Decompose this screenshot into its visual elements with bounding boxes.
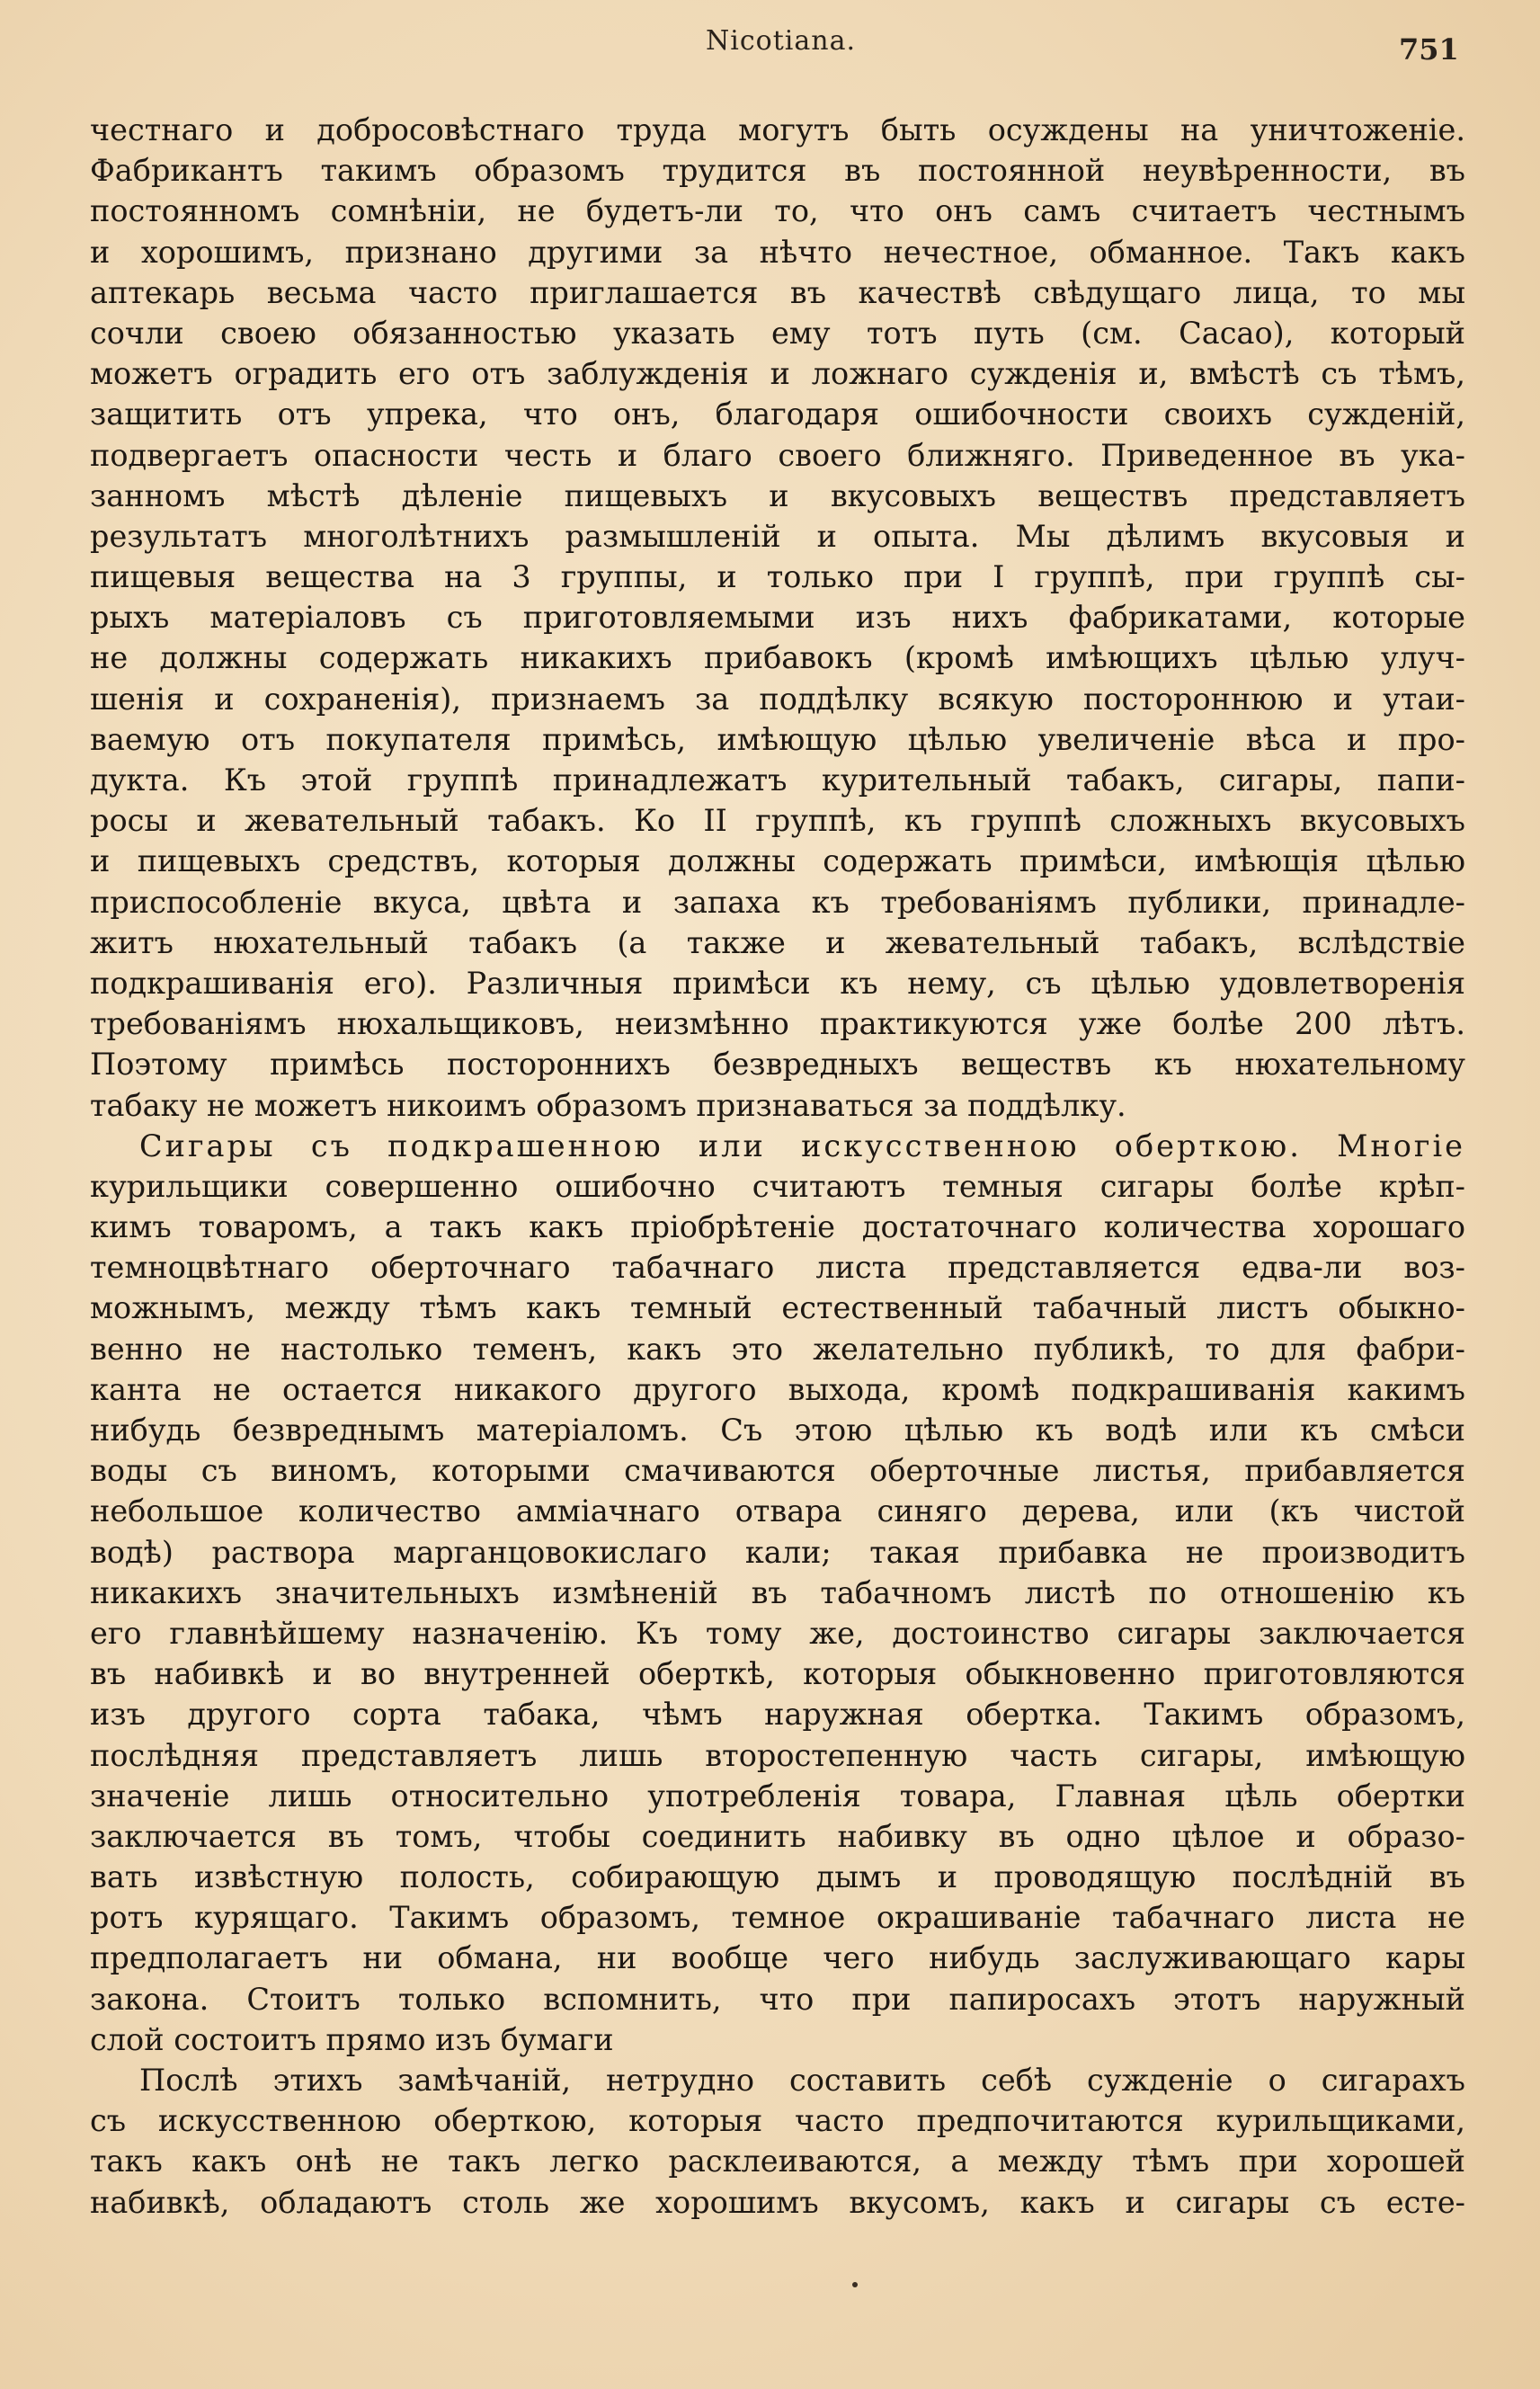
text-line: Послѣ этихъ замѣчаній, нетрудно составить себѣ сужденіе о сигарахъ: [139, 2063, 1465, 2098]
text-line: ваемую отъ покупателя примѣсь, имѣющую цѣлью увеличеніе вѣса и про-: [90, 721, 1465, 757]
text-line: никакихъ значительныхъ измѣненій въ табачномъ листѣ по отношенію къ: [90, 1574, 1465, 1610]
text-line: значеніе лишь относительно употребленія товара, Главная цѣль обертки: [90, 1778, 1465, 1814]
text-line: Фабрикантъ такимъ образомъ трудится въ постоянной неувѣренности, въ: [90, 153, 1465, 189]
text-line: житъ нюхательный табакъ (а также и жевательный табакъ, вслѣдствіе: [90, 924, 1465, 960]
text-line: такъ какъ онѣ не такъ легко расклеиваются, а между тѣмъ при хорошей: [90, 2144, 1465, 2180]
text-line: заключается въ томъ, чтобы соединить набивку въ одно цѣлое и образо-: [90, 1818, 1465, 1854]
text-line: его главнѣйшему назначенію. Къ тому же, достоинство сигары заключается: [90, 1615, 1465, 1651]
text-line: рыхъ матеріаловъ съ приготовляемыми изъ нихъ фабрикатами, которые: [90, 600, 1465, 636]
text-line: вать извѣстную полость, собирающую дымъ и проводящую послѣдній въ: [90, 1859, 1465, 1895]
text-line: защитить отъ упрека, что онъ, благодаря ошибочности своихъ сужденій,: [90, 397, 1465, 432]
text-line: честнаго и добросовѣстнаго труда могутъ быть осуждены на уничтоженіе.: [90, 112, 1465, 147]
text-line: сочли своею обязанностью указать ему тотъ путь (см. Cacao), который: [90, 315, 1465, 351]
text-line: не должны содержать никакихъ прибавокъ (кромѣ имѣющихъ цѣлью улуч-: [90, 640, 1465, 676]
paragraph: [90, 110, 1465, 1126]
text-line: аптекарь весьма часто приглашается въ качествѣ свѣдущаго лица, то мы: [90, 274, 1465, 310]
text-line: можетъ оградить его отъ заблужденія и ложнаго сужденія и, вмѣстѣ съ тѣмъ,: [90, 356, 1465, 392]
text-line: занномъ мѣстѣ дѣленіе пищевыхъ и вкусовыхъ веществъ представляетъ: [90, 477, 1465, 513]
text-line: и пищевыхъ средствъ, которыя должны содержать примѣси, имѣющія цѣлью: [90, 843, 1465, 879]
text-line: венно не настолько теменъ, какъ это желательно публикѣ, то для фабри-: [90, 1331, 1465, 1367]
page-number: 751: [1399, 32, 1459, 67]
text-line: въ набивкѣ и во внутренней оберткѣ, которыя обыкновенно приготовляются: [90, 1656, 1465, 1692]
text-line: послѣдняя представляетъ лишь второстепенную часть сигары, имѣющую: [90, 1737, 1465, 1773]
text-line: результатъ многолѣтнихъ размышленій и опыта. Мы дѣлимъ вкусовыя и: [90, 518, 1465, 554]
text-line: подкрашиванія его). Различныя примѣси къ нему, съ цѣлью удовлетворенія: [90, 965, 1465, 1001]
text-line: темноцвѣтнаго оберточнаго табачнаго листа представляется едва-ли воз-: [90, 1250, 1465, 1286]
text-line: нибудь безвреднымъ матеріаломъ. Съ этою цѣлью къ водѣ или къ смѣси: [90, 1413, 1465, 1448]
text-line: ротъ курящаго. Такимъ образомъ, темное окрашиваніе табачнаго листа не: [90, 1900, 1465, 1936]
text-line: закона. Стоитъ только вспомнить, что при папиросахъ этотъ наружный: [90, 1981, 1465, 2017]
ink-speck: [852, 2282, 858, 2287]
text-line: небольшое количество амміачнаго отвара синяго дерева, или (къ чистой: [90, 1493, 1465, 1529]
text-line: подвергаетъ опасности честь и благо своего ближняго. Приведенное въ ука-: [90, 437, 1465, 473]
text-line: можнымъ, между тѣмъ какъ темный естественный табачный листъ обыкно-: [90, 1290, 1465, 1326]
running-head-title: Nicotiana.: [706, 25, 856, 57]
text-line: постоянномъ сомнѣніи, не будетъ-ли то, что онъ самъ считаетъ честнымъ: [90, 193, 1465, 229]
text-line: пищевыя вещества на 3 группы, и только при I группѣ, при группѣ сы-: [90, 559, 1465, 595]
text-line: слой состоитъ прямо изъ бумаги: [90, 2021, 614, 2057]
paragraph: [90, 1126, 1465, 2060]
text-line: канта не остается никакого другого выхода, кромѣ подкрашиванія какимъ: [90, 1371, 1465, 1407]
text-line: воды съ виномъ, которыми смачиваются оберточные листья, прибавляется: [90, 1453, 1465, 1489]
text-line: шенія и сохраненія), признаемъ за поддѣлку всякую постороннюю и утаи-: [90, 681, 1465, 717]
paragraph: [90, 2060, 1465, 2223]
text-line: водѣ) раствора марганцовокислаго кали; такая прибавка не производитъ: [90, 1534, 1465, 1570]
text-line: кимъ товаромъ, а такъ какъ пріобрѣтеніе достаточнаго количества хорошаго: [90, 1209, 1465, 1245]
text-line: набивкѣ, обладаютъ столь же хорошимъ вкусомъ, какъ и сигары съ есте-: [90, 2184, 1465, 2220]
text-line: требованіямъ нюхальщиковъ, неизмѣнно практикуются уже болѣе 200 лѣтъ.: [90, 1006, 1465, 1042]
text-line: Сигары съ подкрашенною или искусственною оберткою. Многіе: [139, 1128, 1465, 1163]
text-line: росы и жевательный табакъ. Ко II группѣ, къ группѣ сложныхъ вкусовыхъ: [90, 803, 1465, 839]
text-line: курильщики совершенно ошибочно считаютъ темныя сигары болѣе крѣп-: [90, 1168, 1465, 1204]
text-line: приспособленіе вкуса, цвѣта и запаха къ требованіямъ публики, принадле-: [90, 884, 1465, 920]
text-line: дукта. Къ этой группѣ принадлежатъ курительный табакъ, сигары, папи-: [90, 762, 1465, 798]
text-line: изъ другого сорта табака, чѣмъ наружная обертка. Такимъ образомъ,: [90, 1697, 1465, 1733]
body-text: [90, 110, 1465, 2223]
text-line: съ искусственною оберткою, которыя часто предпочитаются курильщиками,: [90, 2103, 1465, 2139]
text-line: предполагаетъ ни обмана, ни вообще чего нибудь заслуживающаго кары: [90, 1940, 1465, 1976]
running-head: [0, 20, 1540, 74]
text-line: табаку не можетъ никоимъ образомъ признаваться за поддѣлку.: [90, 1087, 1126, 1123]
text-line: Поэтому примѣсь постороннихъ безвредныхъ веществъ къ нюхательному: [90, 1047, 1465, 1083]
text-line: и хорошимъ, признано другими за нѣчто нечестное, обманное. Такъ какъ: [90, 234, 1465, 270]
